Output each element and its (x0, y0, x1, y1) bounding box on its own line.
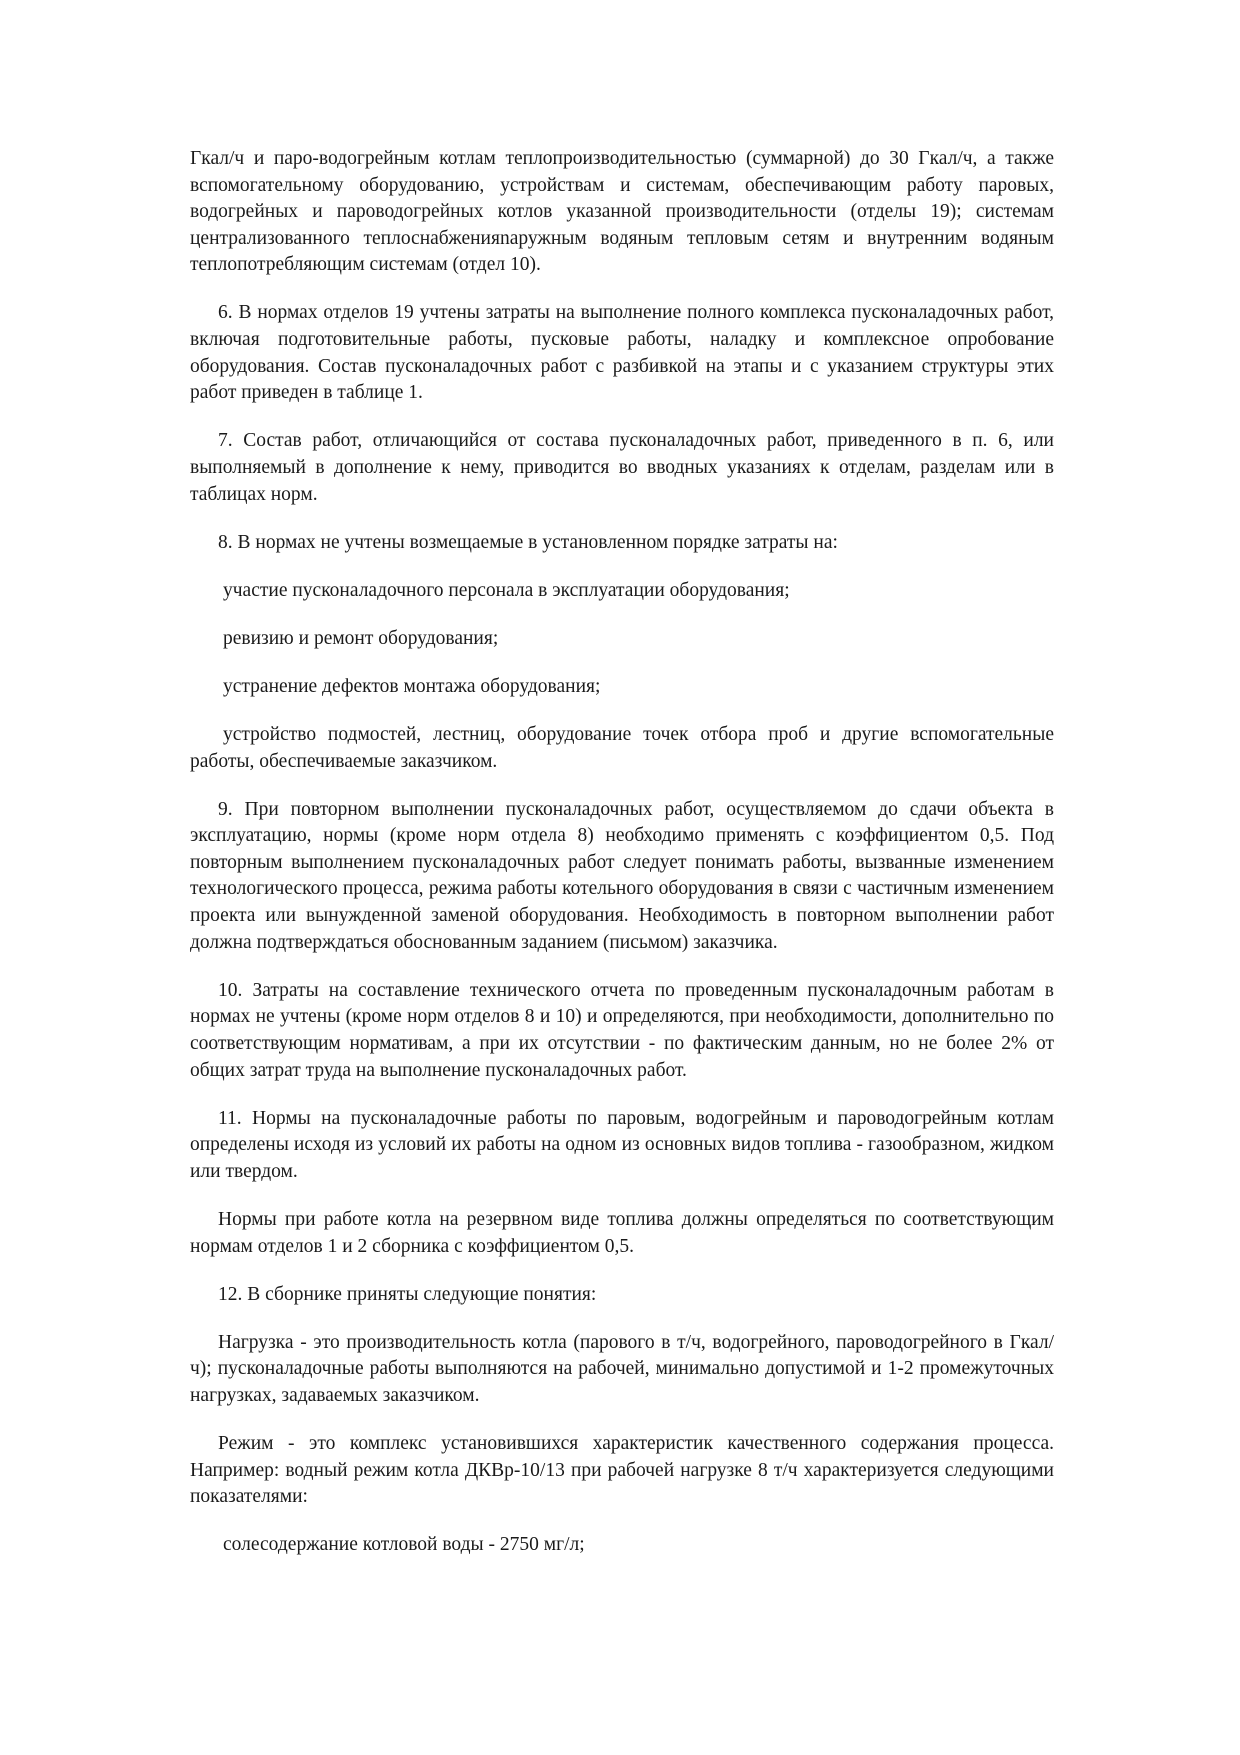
paragraph-mode-definition: Режим - это комплекс установившихся характеристик качественного содержания процесса. Например: водный режим котла ДКВр-10/13 при рабочей нагрузке 8 т/ч характеризуется следующими показателями: (190, 1432, 1054, 1508)
list-item-salt-content: солесодержание котловой воды - 2750 мг/л; (223, 1534, 585, 1556)
paragraph-item-9: 9. При повторном выполнении пусконаладочных работ, осуществляемом до сдачи объекта в эксплуатацию, нормы (кроме норм отдела 8) необходимо применять с коэффициентом 0,5. Под повторным выполнением пусконаладочных работ следует понимать работы, вызванные изменением технологического процесса, режима работы котельного оборудования в связи с частичным изменением проекта или вынужденной заменой оборудования. Необходимость в повторном выполнении работ должна подтверждаться обоснованным заданием (письмом) заказчика. (190, 798, 1054, 953)
paragraph-reserve-fuel: Нормы при работе котла на резервном виде топлива должны определяться по соответствующим нормам отделов 1 и 2 сборника с коэффициентом 0,5. (190, 1208, 1054, 1257)
paragraph-item-12: 12. В сборнике приняты следующие понятия: (218, 1283, 597, 1305)
paragraph-intro: Гкал/ч и паро-водогрейным котлам теплопроизводительностью (суммарной) до 30 Гкал/ч, а также вспомогательному оборудованию, устройствам и системам, обеспечивающим работу паровых, водогрейных и пароводогрейных котлов указанной производительности (отделы 19); системам централизованного теплоснабженияnaружным водяным тепловым сетям и внутренним водяным теплопотребляющим системам (отдел 10). (190, 148, 1054, 276)
list-item-scaffolding: устройство подмостей, лестниц, оборудование точек отбора проб и другие вспомогательные работы, обеспечиваемые заказчиком. (190, 724, 1054, 772)
paragraph-load-definition: Нагрузка - это производительность котла (парового в т/ч, водогрейного, пароводогрейного в Гкал/ч); пусконаладочные работы выполняются на рабочей, минимально допустимой и 1-2 промежуточных нагрузках, задаваемых заказчиком. (190, 1331, 1054, 1406)
paragraph-item-10: 10. Затраты на составление технического отчета по проведенным пусконаладочным работам в нормах не учтены (кроме норм отделов 8 и 10) и определяются, при необходимости, дополнительно по соответствующим нормативам, а при их отсутствии - по фактическим данным, но не более 2% от общих затрат труда на выполнение пусконаладочных работ. (190, 979, 1054, 1081)
document-page (190, 146, 1054, 1580)
paragraph-item-8: 8. В нормах не учтены возмещаемые в установленном порядке затраты на: (218, 531, 838, 553)
paragraph-item-7: 7. Состав работ, отличающийся от состава пусконаладочных работ, приведенного в п. 6, или выполняемый в дополнение к нему, приводится во вводных указаниях к отделам, разделам или в таблицах норм. (190, 430, 1054, 505)
paragraph-item-6: 6. В нормах отделов 19 учтены затраты на выполнение полного комплекса пусконаладочных работ, включая подготовительные работы, пусковые работы, наладку и комплексное опробование оборудования. Состав пусконаладочных работ с разбивкой на этапы и с указанием структуры этих работ приведен в таблице 1. (190, 302, 1054, 404)
list-item-participation: участие пусконаладочного персонала в эксплуатации оборудования; (223, 579, 790, 601)
paragraph-item-11: 11. Нормы на пусконаладочные работы по паровым, водогрейным и пароводогрейным котлам определены исходя из условий их работы на одном из основных видов топлива - газообразном, жидком или твердом. (190, 1107, 1054, 1182)
list-item-revision: ревизию и ремонт оборудования; (223, 627, 499, 649)
list-item-defects: устранение дефектов монтажа оборудования; (223, 675, 601, 697)
